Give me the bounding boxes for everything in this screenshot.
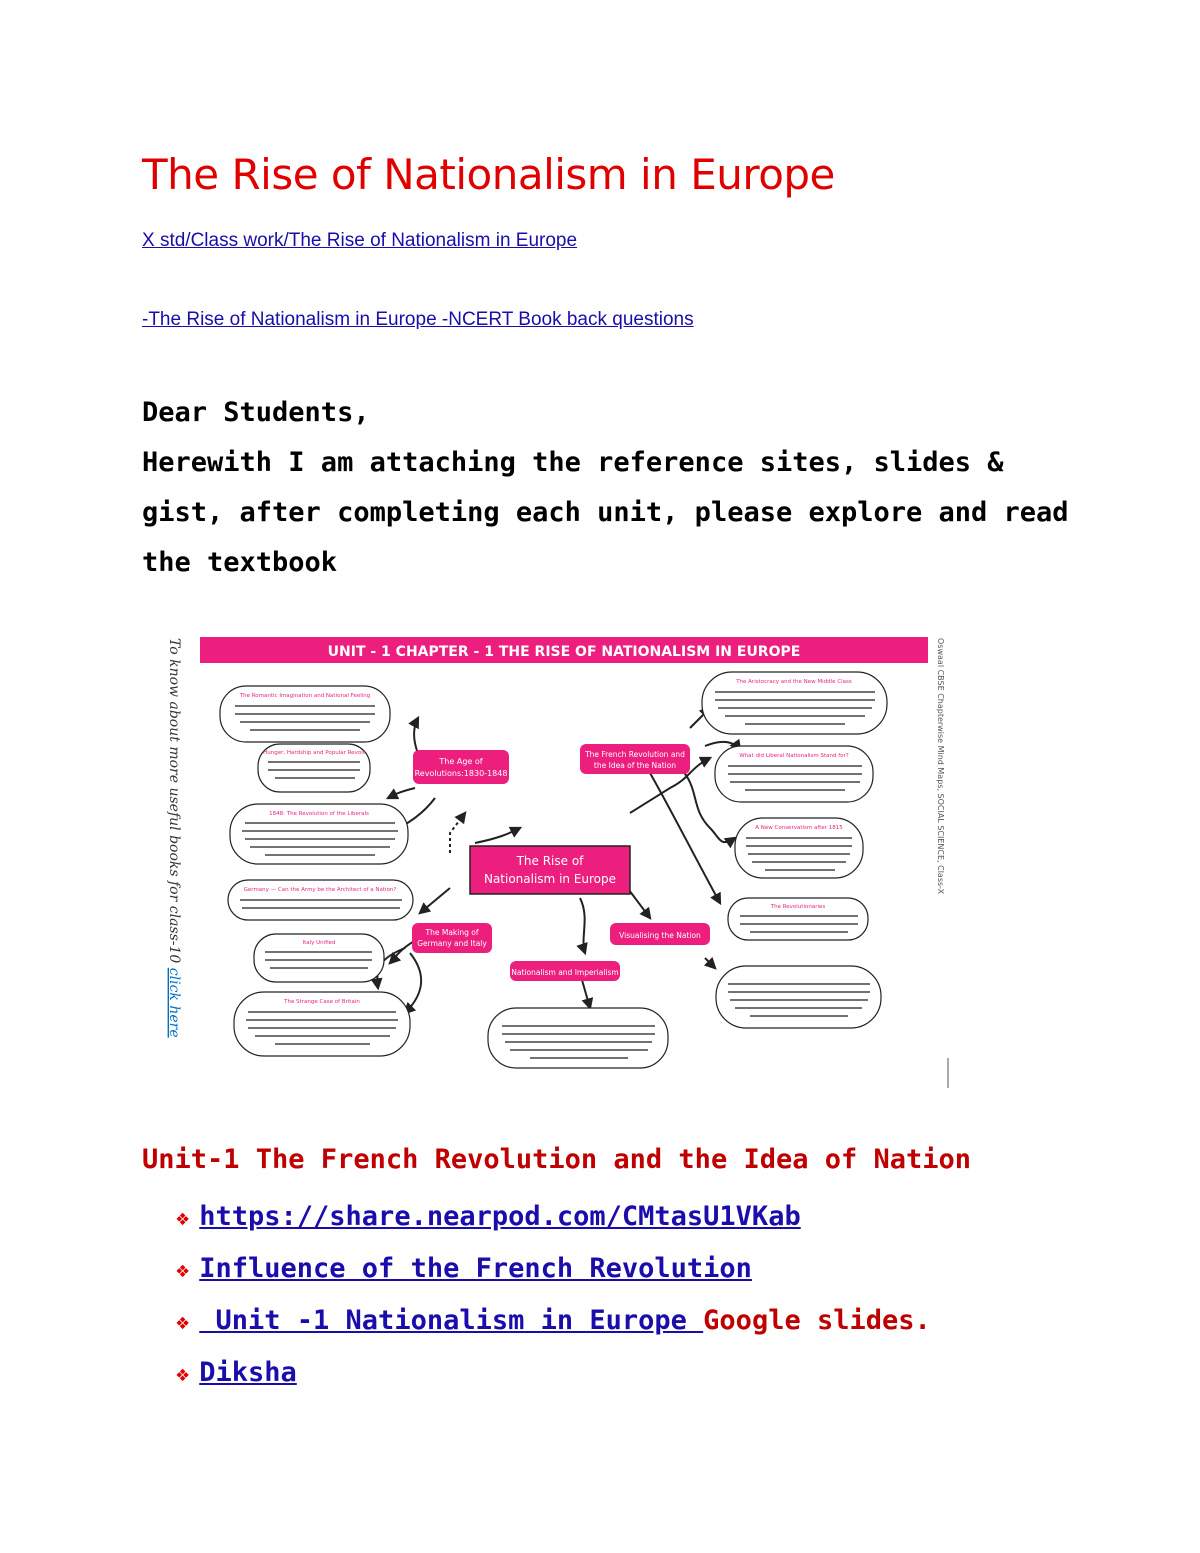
making-line1: The Making of — [425, 928, 479, 937]
imperialism-label: Nationalism and Imperialism — [511, 968, 619, 977]
google-slides-suffix: Google slides. — [703, 1305, 931, 1336]
age-revolutions-line1: The Age of — [439, 757, 483, 766]
google-slides-link[interactable]: Unit -1 Nationalism in Europe — [199, 1305, 704, 1336]
diamond-bullet-icon: ❖ — [176, 1310, 190, 1335]
side-promo-text — [166, 638, 182, 1038]
bubble-conservatism-title: A New Conservatism after 1815 — [755, 825, 843, 831]
bubble-1848-title: 1848: The Revolution of the Liberals — [269, 811, 369, 817]
bubble-aristocracy-title: The Aristocracy and the New Middle Class — [736, 679, 852, 685]
bubble-visual-desc — [716, 966, 881, 1028]
center-node-line2: Nationalism in Europe — [483, 872, 617, 886]
diamond-bullet-icon: ❖ — [176, 1258, 190, 1283]
bubble-germany-army-title: Germany — Can the Army be the Architect of a Nation? — [243, 887, 397, 893]
breadcrumb-link[interactable]: X std/Class work/The Rise of Nationalism in Europe — [142, 230, 578, 251]
list-item — [176, 1348, 931, 1400]
list-item — [176, 1192, 931, 1244]
list-item — [176, 1244, 931, 1296]
intro-line-2: Herewith I am attaching the reference sites, slides & — [142, 447, 1004, 478]
unit-1-link-list — [176, 1192, 931, 1400]
bubble-imperial-desc — [488, 1008, 668, 1068]
center-node-line1: The Rise of — [516, 854, 584, 868]
french-revolution-line1: The French Revolution and — [585, 750, 685, 759]
bubble-romantic-title: The Romantic Imagination and National Feeling — [239, 693, 371, 699]
mind-map-image — [150, 628, 960, 1090]
intro-line-3: gist, after completing each unit, please explore and read — [142, 497, 1069, 528]
bubble-britain-title: The Strange Case of Britain — [284, 999, 360, 1005]
intro-text — [142, 388, 1069, 588]
age-revolutions-line2: Revolutions:1830-1848 — [414, 769, 508, 778]
side-book-text: Oswaal CBSE Chapterwise Mind Maps, SOCIAL SCIENCE, Class-X — [936, 638, 945, 895]
age-revolutions-node — [413, 750, 509, 784]
mindmap-banner-text: UNIT - 1 CHAPTER - 1 THE RISE OF NATIONALISM IN EUROPE — [327, 644, 801, 660]
side-promo-label: To know about more useful books for class-10 — [166, 638, 182, 968]
list-item — [176, 1296, 931, 1348]
page-title: The Rise of Nationalism in Europe — [142, 150, 835, 199]
unit-1-heading: Unit-1 The French Revolution and the Idea of Nation — [142, 1144, 972, 1175]
diamond-bullet-icon: ❖ — [176, 1206, 190, 1231]
french-revolution-line2: the Idea of the Nation — [593, 761, 677, 770]
ncert-questions-link[interactable]: -The Rise of Nationalism in Europe -NCERT Book back questions — [142, 309, 694, 330]
bubble-revolutionaries-title: The Revolutionaries — [770, 904, 826, 910]
nearpod-link[interactable]: https://share.nearpod.com/CMtasU1VKab — [199, 1201, 801, 1232]
bubble-liberal-title: What did Liberal Nationalism Stand for? — [739, 753, 849, 759]
french-revolution-influence-link[interactable]: Influence of the French Revolution — [199, 1253, 752, 1284]
bubble-italy-title: Italy Unified — [302, 940, 336, 946]
bubble-hunger-title: Hunger, Hardship and Popular Revolt — [263, 750, 365, 756]
intro-line-4: the textbook — [142, 547, 338, 578]
intro-line-1: Dear Students, — [142, 397, 370, 428]
side-promo-link: click here — [166, 967, 182, 1038]
diamond-bullet-icon: ❖ — [176, 1362, 190, 1387]
diksha-link[interactable]: Diksha — [199, 1357, 297, 1388]
visualising-label: Visualising the Nation — [619, 931, 701, 940]
making-line2: Germany and Italy — [417, 939, 487, 948]
